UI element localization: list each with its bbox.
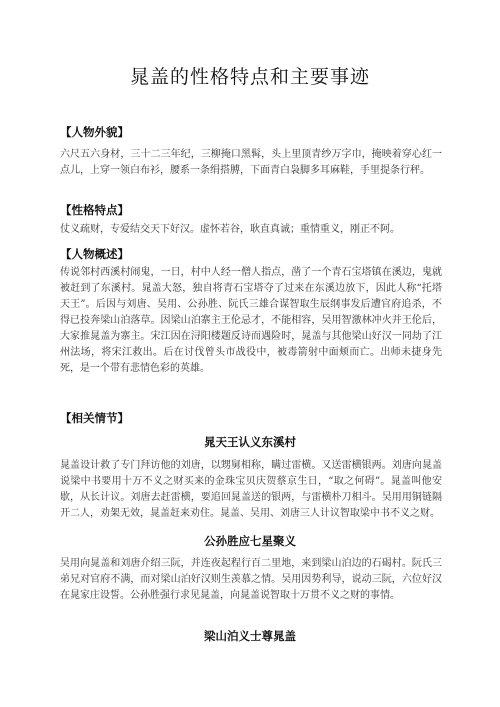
paragraph-personality: 仗义疏财，专爱结交天下好汉。虚怀若谷，耿直真诚；重情重义，刚正不阿。 bbox=[60, 224, 400, 235]
heading-related: 【相关情节】 bbox=[60, 411, 129, 425]
story-title-2: 公孙胜应七星聚义 bbox=[204, 534, 296, 548]
heading-overview: 【人物概述】 bbox=[60, 247, 129, 261]
paragraph-overview: 传说邻村西溪村闹鬼，一日，村中人经一僧人指点，凿了一个青石宝塔镇在溪边，鬼就被赶到了东溪村。晁盖大怒，独自将青石宝塔夺了过来在东溪边放下，因此人称“托塔天王”。后因与刘唐、吴用、公孙胜、阮氏三雄合谋智取生辰纲事发后遭官府追杀，不得已投奔梁山泊落草。因梁山泊寨主王伦忌才，不能相容，吴用智激林冲火并王伦后，大家推晁盖为寨主。宋江因在浔阳楼题反诗而遇险时，晁盖与其他梁山好汉一同劫了江州法场，将宋江救出。后在讨伐曾头市战役中，被毒箭射中面颊而亡。出师未捷身先死，是一个带有悲情色彩的英雄。 bbox=[60, 267, 442, 374]
story-title-1: 晁天王认义东溪村 bbox=[204, 435, 296, 449]
story-text-1: 晁盖设计救了专门拜访他的刘唐，以甥舅相称，瞒过雷横。又送雷横银两。刘唐向晁盖说梁中书要用十万不义之财买来的金珠宝贝庆贺蔡京生日，“取之何碍”。晁盖叫他安歇，从长计议。刘唐去赶雷横，要追回晁盖送的银两，与雷横朴刀相斗。吴用用铜链隔开二人，劝架无效，晁盖赶来劝住。晁盖、吴用、刘唐三人计议智取梁中书不义之财。 bbox=[60, 460, 442, 519]
heading-personality: 【性格特点】 bbox=[60, 203, 129, 217]
story-text-2: 吴用向晁盖和刘唐介绍三阮，并连夜起程行百二里地，来到梁山泊边的石碣村。阮氏三弟兄对官府不满，而对梁山泊好汉则生羡慕之情。吴用因势利导，说动三阮，六位好汉在晁家庄设誓。公孙胜强行求见晁盖，向晁盖说智取十万贯不义之财的事情。 bbox=[60, 558, 442, 601]
story-title-3: 梁山泊义士尊晁盖 bbox=[204, 629, 296, 643]
page-title: 晁盖的性格特点和主要事迹 bbox=[129, 66, 370, 88]
heading-appearance: 【人物外貌】 bbox=[60, 125, 129, 139]
paragraph-appearance: 六尺五六身材，三十二三年纪，三柳掩口黑髯，头上里顶青纱万字巾，掩映着穿心红一点儿，上穿一领白布衫，腰系一条绢搭膊，下面青白袅脚多耳麻鞋，手里提条行秤。 bbox=[60, 149, 442, 176]
